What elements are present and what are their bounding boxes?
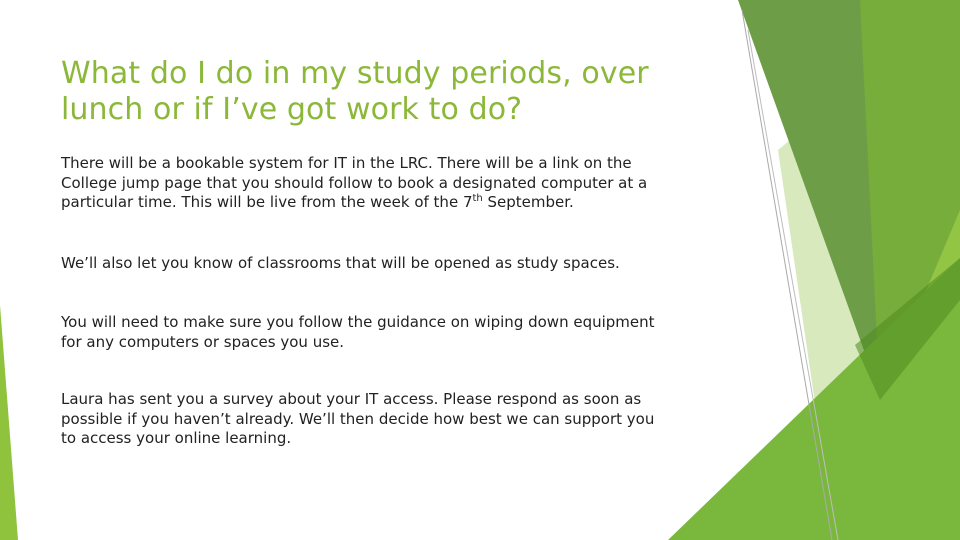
paragraph-line: Laura has sent you a survey about your IT access. Please respond as soon as xyxy=(61,390,642,408)
title-line-1: What do I do in my study periods, over xyxy=(61,56,649,91)
paragraph-line: There will be a bookable system for IT in the LRC. There will be a link on the xyxy=(61,154,632,172)
paragraph-line: College jump page that you should follow to book a designated computer at a xyxy=(61,173,648,192)
paragraph-guidance xyxy=(61,313,655,352)
line-text: September. xyxy=(482,193,574,211)
paragraph-line xyxy=(61,193,647,213)
left-accent-shape xyxy=(0,305,18,540)
paragraph-line: for any computers or spaces you use. xyxy=(61,332,345,351)
paragraph-line: We’ll also let you know of classrooms that will be opened as study spaces. xyxy=(61,254,620,272)
slide-title xyxy=(61,56,741,128)
paragraph-survey xyxy=(61,390,654,449)
line-text: particular time. This will be live from the week of the 7 xyxy=(61,193,473,211)
paragraph-classrooms xyxy=(61,254,620,274)
paragraph-line: possible if you haven’t already. We’ll then decide how best we can support you xyxy=(61,409,655,428)
paragraph-bookable-system xyxy=(61,154,647,213)
paragraph-line: You will need to make sure you follow the guidance on wiping down equipment xyxy=(61,313,655,331)
paragraph-line: to access your online learning. xyxy=(61,429,292,447)
ordinal-suffix: th xyxy=(472,193,483,204)
title-line-2: lunch or if I’ve got work to do? xyxy=(61,92,523,127)
